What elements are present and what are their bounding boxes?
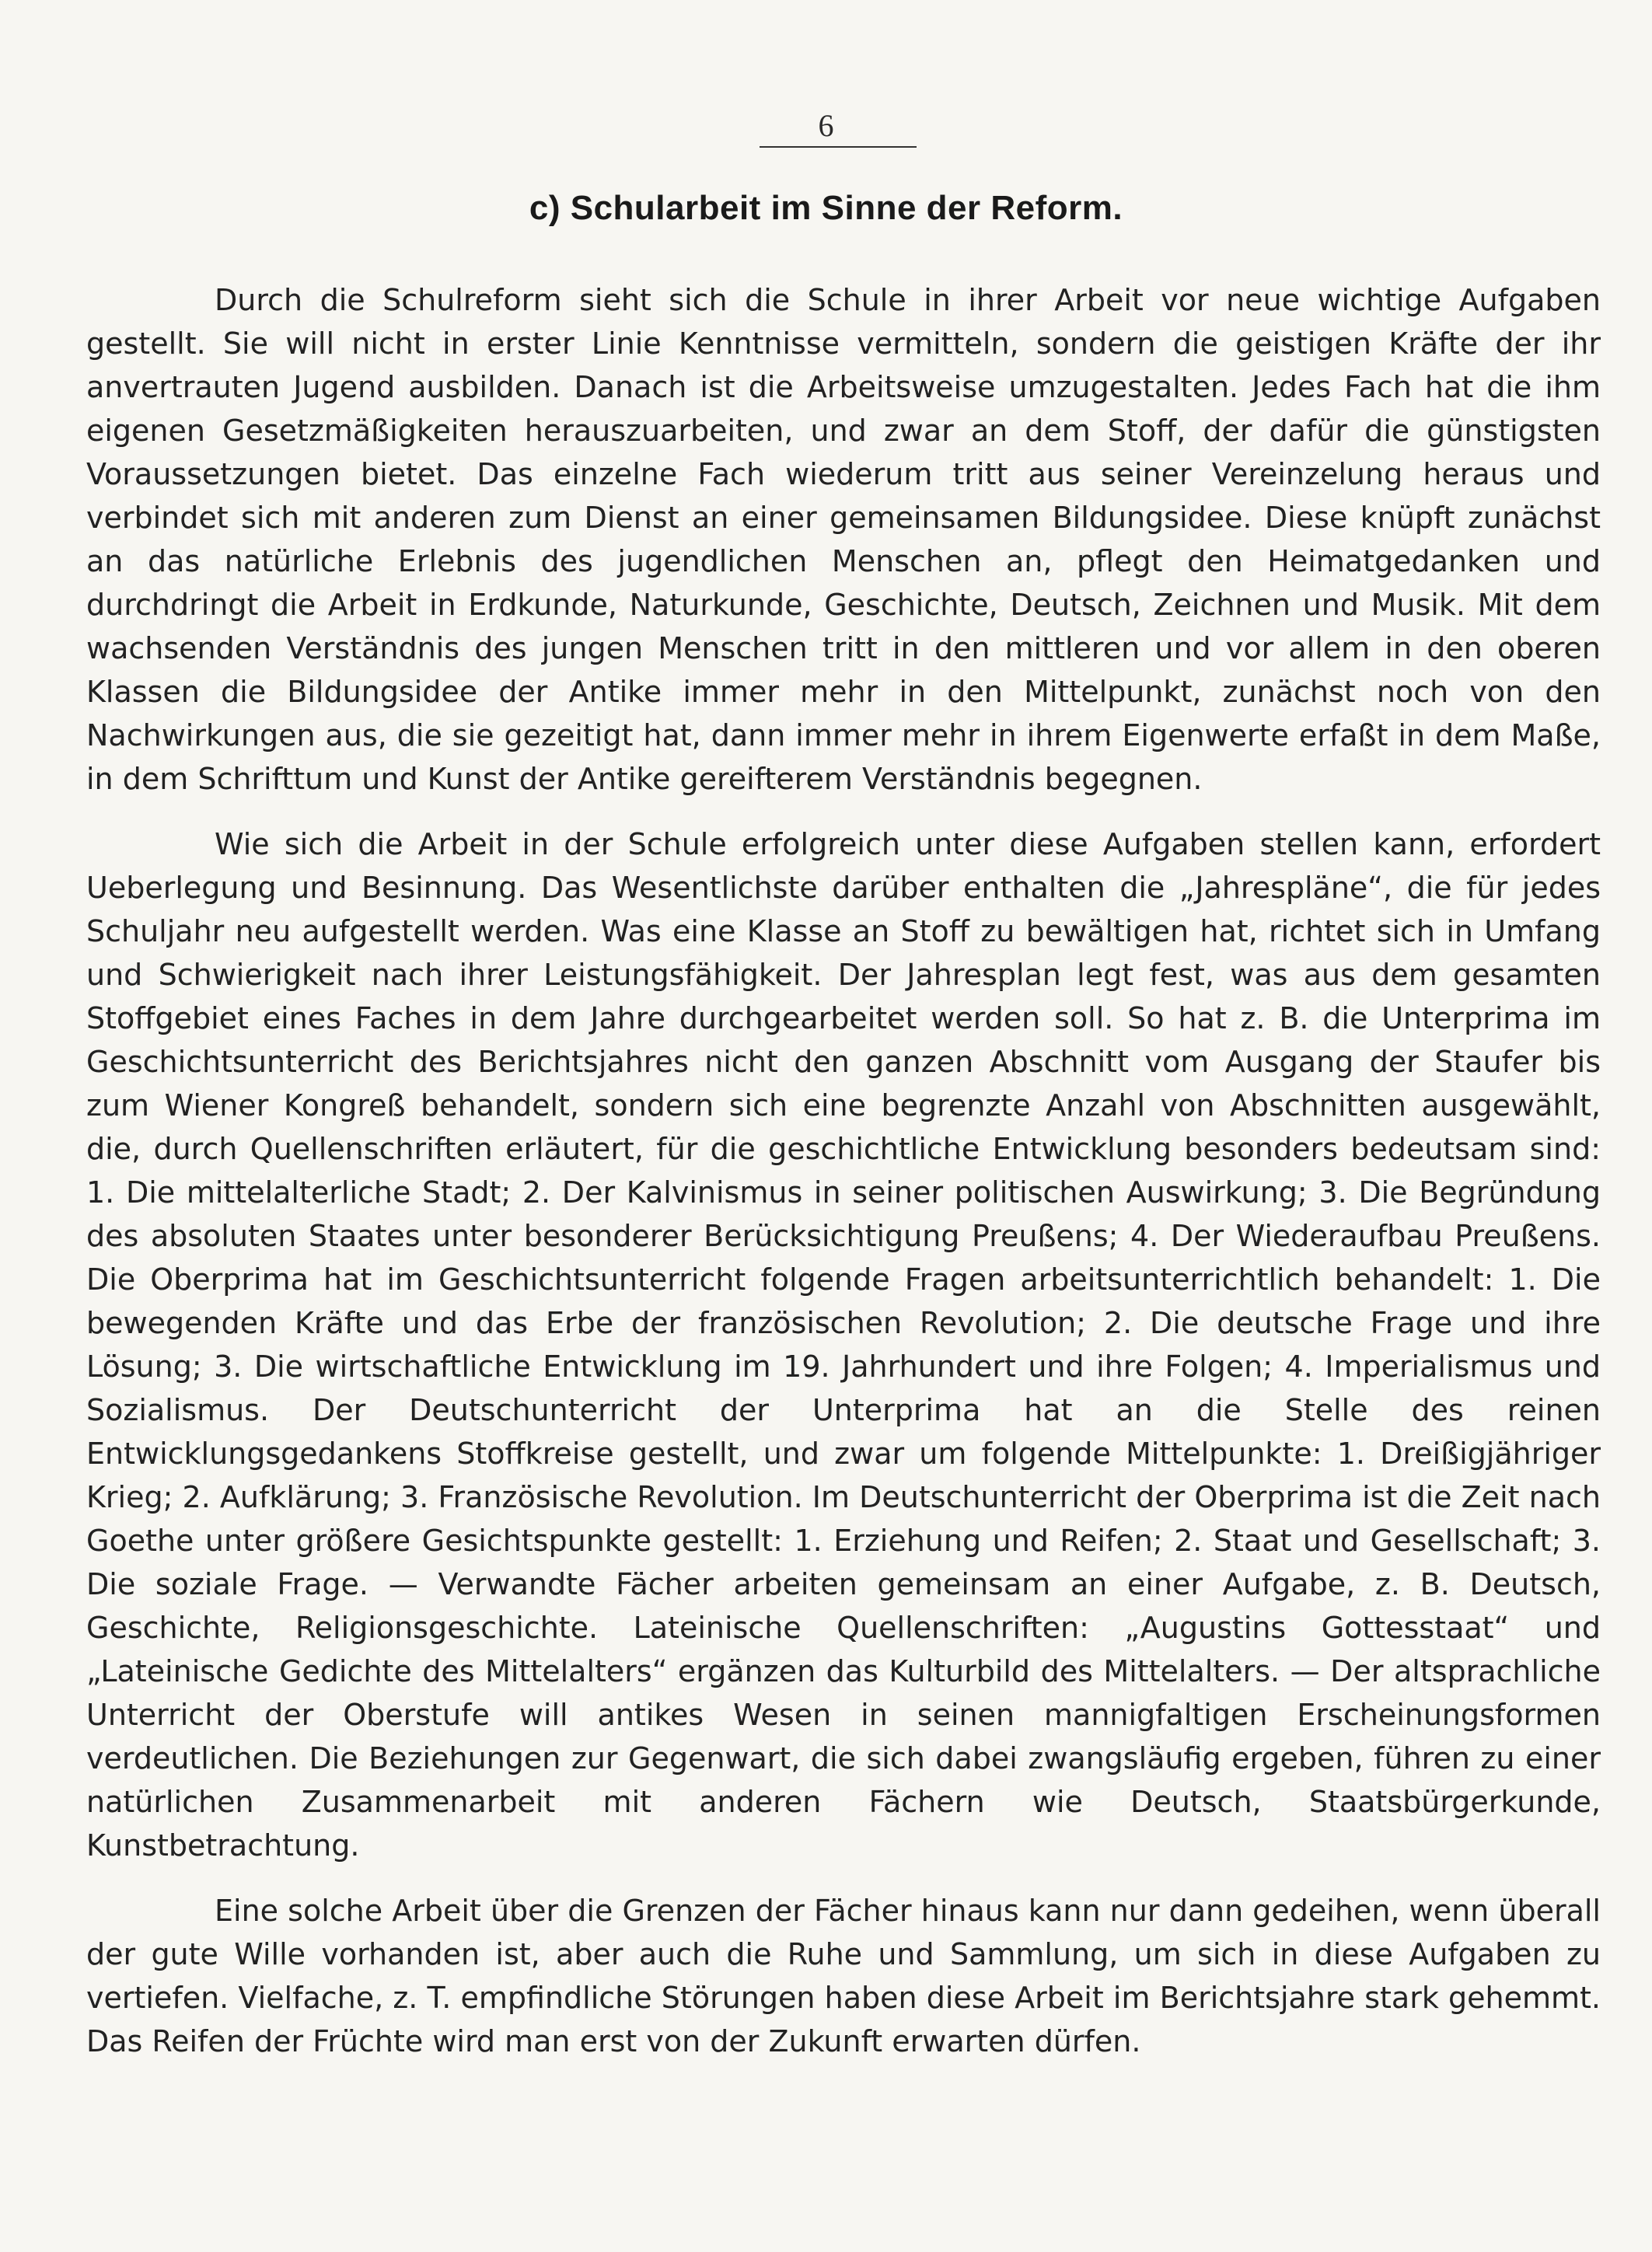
paragraph-2: Wie sich die Arbeit in der Schule erfolgreich unter diese Aufgaben stellen kann, erfordert Ueberlegung und Besinnung. Das Wesentlichste darüber enthalten die „Jahrespläne“, die für jedes Schuljahr neu aufgestellt werden. Was eine Klasse an Stoff zu bewältigen hat, richtet sich in Umfang und Schwierigkeit nach ihrer Leistungsfähigkeit. Der Jahresplan legt fest, was aus dem gesamten Stoffgebiet eines Faches in dem Jahre durchgearbeitet werden soll. So hat z. B. die Unterprima im Geschichtsunterricht des Berichtsjahres nicht den ganzen Abschnitt vom Ausgang der Staufer bis zum Wiener Kongreß behandelt, sondern sich eine begrenzte Anzahl von Abschnitten ausgewählt, die, durch Quellenschriften erläutert, für die geschichtliche Entwicklung besonders bedeutsam sind: 1. Die mittelalterliche Stadt; 2. Der Kalvinismus in seiner politischen Auswirkung; 3. Die Begründung des absoluten Staates unter besonderer Berücksichtigung Preußens; 4. Der Wiederaufbau Preußens. Die Oberprima hat im Geschichtsunterricht folgende Fragen arbeitsunterrichtlich behandelt: 1. Die bewegenden Kräfte und das Erbe der französischen Revolution; 2. Die deutsche Frage und ihre Lösung; 3. Die wirtschaftliche Entwicklung im 19. Jahrhundert und ihre Folgen; 4. Imperialismus und Sozialismus. Der Deutschunterricht der Unterprima hat an die Stelle des reinen Entwicklungsgedankens Stoffkreise gestellt, und zwar um folgende Mittelpunkte: 1. Dreißigjähriger Krieg; 2. Aufklärung; 3. Französische Revolution. Im Deutschunterricht der Oberprima ist die Zeit nach Goethe unter größere Gesichtspunkte gestellt: 1. Erziehung und Reifen; 2. Staat und Gesellschaft; 3. Die soziale Frage. — Verwandte Fächer arbeiten gemeinsam an einer Aufgabe, z. B. Deutsch, Geschichte, Religionsgeschichte. Lateinische Quellenschriften: „Augustins Gottesstaat“ und „Lateinische Gedichte des Mittelalters“ ergänzen das Kulturbild des Mittelalters. — Der altsprachliche Unterricht der Oberstufe will antikes Wesen in seinen mannigfaltigen Erscheinungsformen verdeutlichen. Die Beziehungen zur Gegenwart, die sich dabei zwangsläufig ergeben, führen zu einer natürlichen Zusammenarbeit mit anderen Fächern wie Deutsch, Staatsbürgerkunde, Kunstbetrachtung. — [86, 827, 1601, 1863]
body-text — [86, 278, 1601, 2085]
paragraph-3: Eine solche Arbeit über die Grenzen der Fächer hinaus kann nur dann gedeihen, wenn überall der gute Wille vorhanden ist, aber auch die Ruhe und Sammlung, um sich in diese Aufgaben zu vertiefen. Vielfache, z. T. empfindliche Störungen haben diese Arbeit im Berichtsjahre stark gehemmt. Das Reifen der Früchte wird man erst von der Zukunft erwarten dürfen. — [86, 1894, 1601, 2058]
page-number: 6 — [818, 108, 834, 143]
page-number-rule — [760, 146, 917, 148]
paragraph-1: Durch die Schulreform sieht sich die Schule in ihrer Arbeit vor neue wichtige Aufgaben gestellt. Sie will nicht in erster Linie Kenntnisse vermitteln, sondern die geistigen Kräfte der ihr anvertrauten Jugend ausbilden. Danach ist die Arbeitsweise umzugestalten. Jedes Fach hat die ihm eigenen Gesetzmäßigkeiten herauszuarbeiten, und zwar an dem Stoff, der dafür die günstigsten Voraussetzungen bietet. Das einzelne Fach wiederum tritt aus seiner Vereinzelung heraus und verbindet sich mit anderen zum Dienst an einer gemeinsamen Bildungsidee. Diese knüpft zunächst an das natürliche Erlebnis des jugendlichen Menschen an, pflegt den Heimatgedanken und durchdringt die Arbeit in Erdkunde, Naturkunde, Geschichte, Deutsch, Zeichnen und Musik. Mit dem wachsenden Verständnis des jungen Menschen tritt in den mittleren und vor allem in den oberen Klassen die Bildungsidee der Antike immer mehr in den Mittelpunkt, zunächst noch von den Nachwirkungen aus, die sie gezeitigt hat, dann immer mehr in ihrem Eigenwerte erfaßt in dem Maße, in dem Schrifttum und Kunst der Antike gereifterem Verständnis begegnen. — [86, 283, 1601, 796]
section-heading: c) Schularbeit im Sinne der Reform. — [529, 189, 1123, 227]
